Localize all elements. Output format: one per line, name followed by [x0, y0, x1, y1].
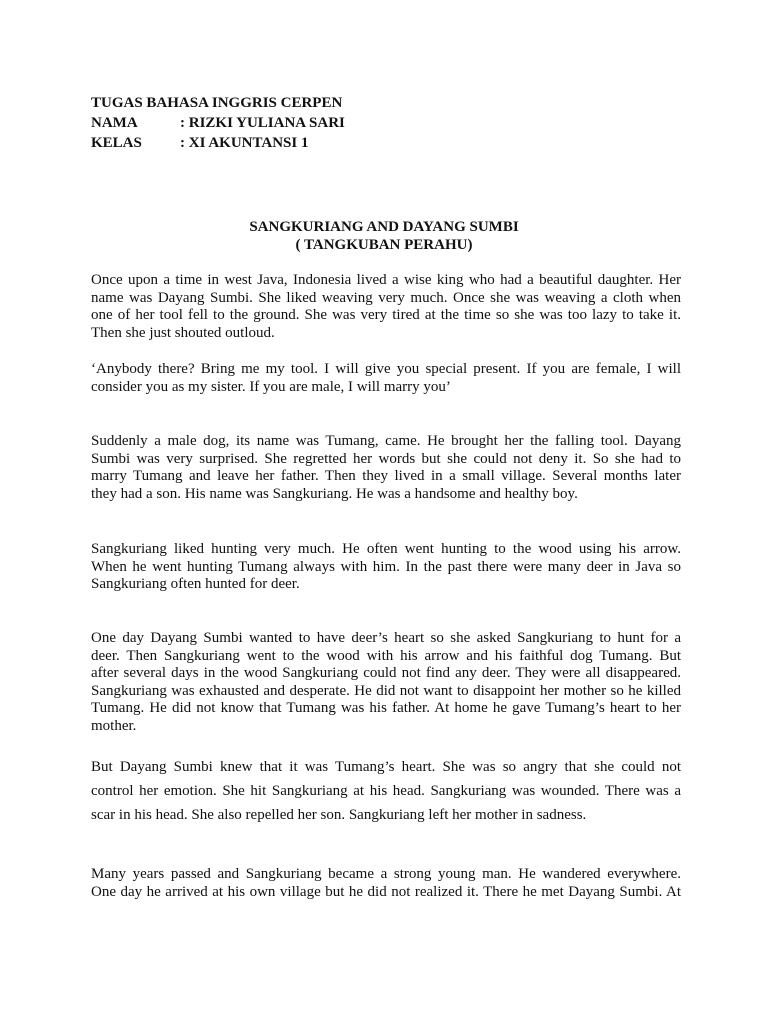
paragraph-6 — [91, 755, 681, 827]
paragraph-1 — [91, 272, 681, 342]
paragraph-4 — [91, 541, 681, 594]
story-title-block — [0, 218, 768, 254]
story-title: SANGKURIANG AND DAYANG SUMBI — [249, 219, 519, 235]
class-row — [91, 133, 345, 153]
paragraph-line: mother. — [91, 717, 137, 734]
paragraph-line: But Dayang Sumbi knew that it was Tumang’s heart. She was so angry that she could not — [91, 759, 681, 775]
paragraph-line: One day Dayang Sumbi wanted to have deer’s heart so she asked Sangkuriang to hunt for a — [91, 630, 681, 646]
paragraph-5 — [91, 630, 681, 735]
paragraph-line: Tumang. He did not know that Tumang was his father. At home he gave Tumang’s heart to her — [91, 700, 681, 716]
paragraph-line: When he went hunting Tumang always with him. In the past there were many deer in Java so — [91, 558, 681, 575]
story-subtitle: ( TANGKUBAN PERAHU) — [295, 237, 473, 253]
paragraph-line: Then she just shouted outloud. — [91, 324, 275, 341]
paragraph-line: they had a son. His name was Sangkuriang. He was a handsome and healthy boy. — [91, 485, 578, 502]
paragraph-line: ‘Anybody there? Bring me my tool. I will give you special present. If you are female, I will — [91, 361, 681, 377]
assignment-title: TUGAS BAHASA INGGRIS CERPEN — [91, 95, 343, 111]
paragraph-line: one of her tool fell to the ground. She was very tired at the time so she was too lazy to take it. — [91, 307, 681, 323]
paragraph-line: Sangkuriang liked hunting very much. He often went hunting to the wood using his arrow. — [91, 541, 681, 557]
paragraph-line: One day he arrived at his own village but he did not realized it. There he met Dayang Sumbi. At — [91, 883, 681, 900]
name-row — [91, 113, 345, 133]
paragraph-line: Sangkuriang often hunted for deer. — [91, 576, 300, 592]
name-value: : RIZKI YULIANA SARI — [180, 115, 345, 131]
paragraph-line: marry Tumang and leave her father. Then they lived in a small village. Several months later — [91, 468, 681, 484]
paragraph-2 — [91, 361, 681, 396]
class-label: KELAS — [91, 135, 142, 151]
paragraph-line: name was Dayang Sumbi. She liked weaving very much. Once she was weaving a cloth when — [91, 289, 681, 306]
paragraph-7 — [91, 866, 681, 901]
document-header — [91, 93, 345, 153]
paragraph-line: Many years passed and Sangkuriang became a strong young man. He wandered everywhere. — [91, 866, 681, 882]
paragraph-line: scar in his head. She also repelled her son. Sangkuriang left her mother in sadness. — [91, 807, 587, 823]
paragraph-line: after several days in the wood Sangkuriang could not find any deer. They were all disappeared. — [91, 665, 681, 681]
paragraph-line: deer. Then Sangkuriang went to the wood with his arrow and his faithful dog Tumang. But — [91, 647, 681, 664]
class-value: : XI AKUNTANSI 1 — [180, 135, 309, 151]
paragraph-3 — [91, 433, 681, 503]
paragraph-line: Once upon a time in west Java, Indonesia lived a wise king who had a beautiful daughter. Her — [91, 272, 681, 288]
name-label: NAMA — [91, 115, 138, 131]
paragraph-line: control her emotion. She hit Sangkuriang at his head. Sangkuriang was wounded. There was a — [91, 783, 681, 799]
paragraph-line: Sumbi was very surprised. She regretted her words but she could not deny it. So she had to — [91, 450, 681, 467]
paragraph-line: Suddenly a male dog, its name was Tumang, came. He brought her the falling tool. Dayang — [91, 433, 681, 449]
paragraph-line: consider you as my sister. If you are male, I will marry you’ — [91, 378, 451, 395]
paragraph-line: Sangkuriang was exhausted and desperate. He did not want to disappoint her mother so he killed — [91, 682, 681, 699]
